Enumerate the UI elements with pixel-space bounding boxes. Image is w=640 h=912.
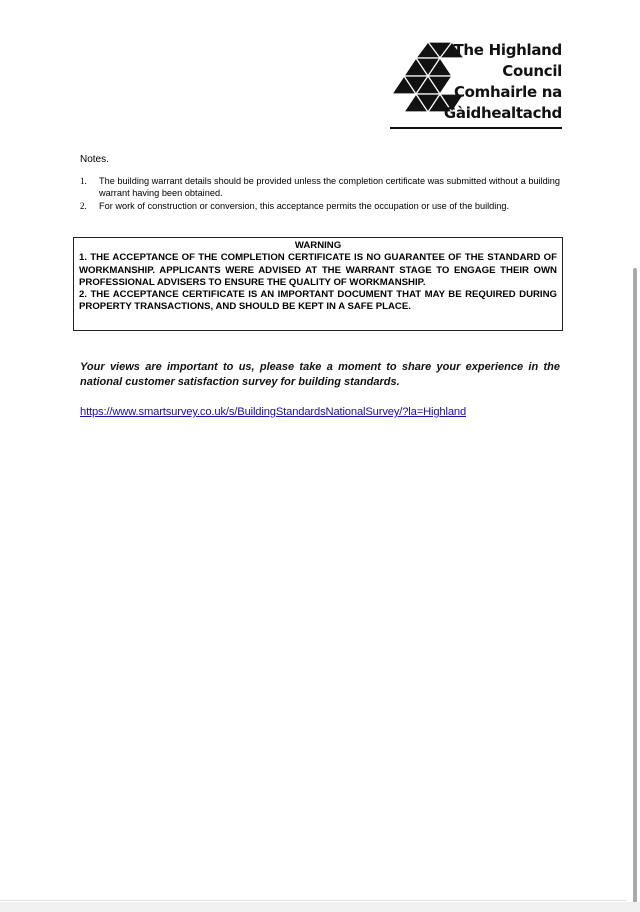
note-item bbox=[80, 200, 560, 212]
note-text: For work of construction or conversion, this acceptance permits the occupation or use of the building. bbox=[99, 201, 510, 211]
warning-item: 1. THE ACCEPTANCE OF THE COMPLETION CERTIFICATE IS NO GUARANTEE OF THE STANDARD OF WORKMANSHIP. APPLICANTS WERE ADVISED AT THE WARRANT STAGE TO ENGAGE THEIR OWN PROFESSIONAL ADVISERS TO ENSURE THE QUALITY OF WORKMANSHIP. bbox=[79, 252, 557, 288]
council-logo bbox=[388, 40, 564, 132]
warning-title: WARNING bbox=[294, 240, 342, 251]
note-number: 2. bbox=[80, 201, 87, 211]
logo-underline bbox=[390, 127, 562, 129]
survey-message: Your views are important to us, please take a moment to share your experience in the national customer satisfaction survey for building standards. bbox=[80, 361, 560, 388]
logo-line-3: Comhairle na bbox=[453, 83, 562, 101]
warning-item: 2. THE ACCEPTANCE CERTIFICATE IS AN IMPORTANT DOCUMENT THAT MAY BE REQUIRED DURING PROPERTY TRANSACTIONS, AND SHOULD BE KEPT IN A SAFE PLACE. bbox=[79, 289, 557, 313]
logo-text bbox=[444, 40, 562, 124]
notes-title: Notes. bbox=[80, 154, 109, 165]
note-text: The building warrant details should be provided unless the completion certificate was submitted without a building warrant having been obtained. bbox=[99, 176, 560, 198]
page-gap bbox=[0, 902, 640, 912]
logo-line-2: Council bbox=[502, 62, 562, 80]
logo-line-4: Gàidhealtachd bbox=[443, 104, 562, 122]
warning-box bbox=[73, 237, 563, 331]
note-number: 1. bbox=[80, 176, 87, 186]
note-item bbox=[80, 175, 560, 199]
notes-list bbox=[80, 175, 560, 213]
survey-link[interactable]: https://www.smartsurvey.co.uk/s/BuildingStandardsNationalSurvey/?la=Highland bbox=[80, 406, 467, 418]
vertical-scrollbar[interactable] bbox=[633, 268, 637, 904]
logo-line-1: The Highland bbox=[453, 41, 562, 59]
